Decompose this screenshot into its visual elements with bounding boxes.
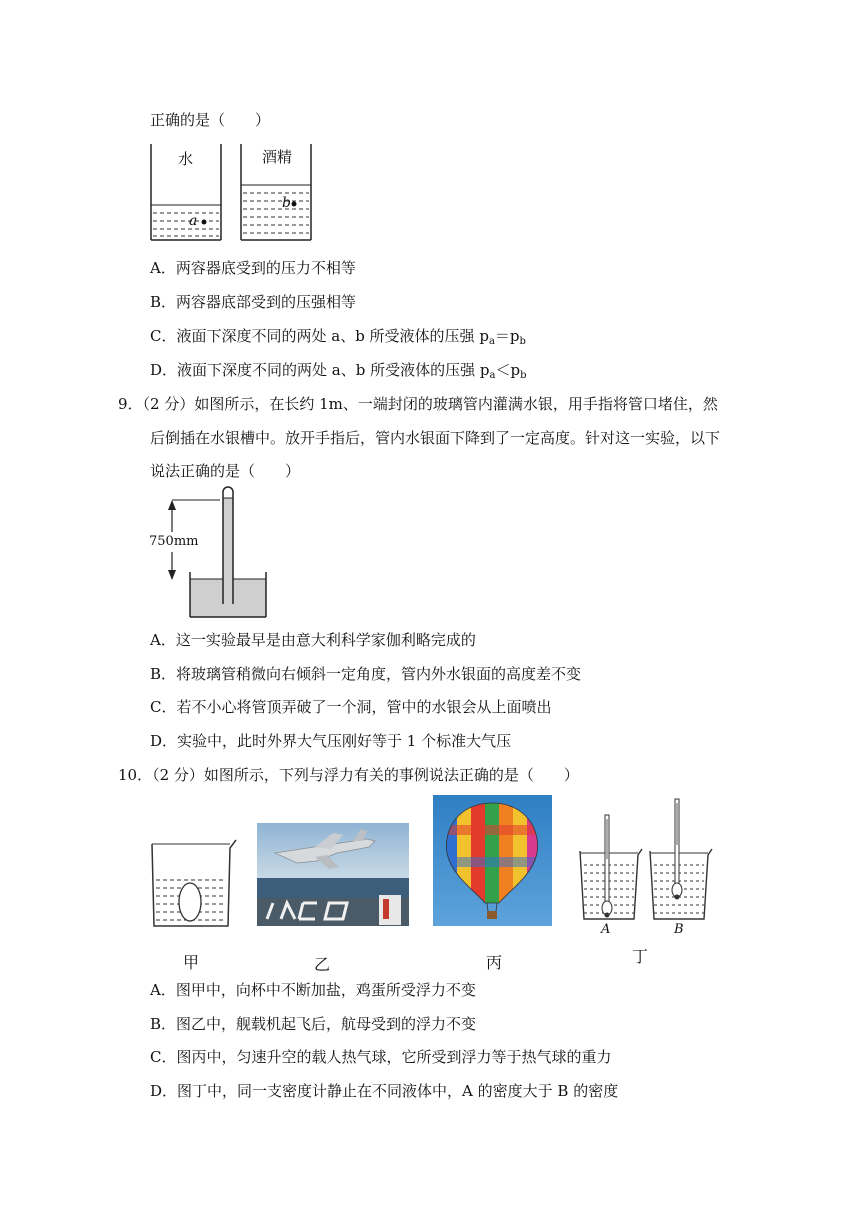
beaker-b-label: B [674,922,684,937]
q9-stem-line3: 说法正确的是（ ） [150,462,301,480]
figure-ding-hydrometers [578,795,720,925]
q9-option-b: B．将玻璃管稍微向右倾斜一定角度，管内外水银面的高度差不变 [150,665,582,683]
figure-yi-carrier-jet [257,823,409,926]
q8-option-a: A．两容器底受到的压力不相等 [150,259,356,277]
torricelli-figure [160,484,280,624]
figure-jia-beaker-egg [148,838,240,930]
q8-option-d: D．液面下深度不同的两处 a、b 所受液体的压强 $p_a<p_b$ [150,361,527,381]
q9-option-a: A．这一实验最早是由意大利科学家伽利略完成的 [150,631,476,649]
q8-option-c: C．液面下深度不同的两处 a、b 所受液体的压强 $p_a=p_b$ [150,327,526,347]
fig-label-yi: 乙 [314,955,331,974]
fig-label-bing: 丙 [486,953,503,972]
q9-stem-line2: 后倒插在水银槽中。放开手指后，管内水银面下降到了一定高度。针对这一实验，以下 [150,429,721,447]
q9-stem-line1: 9．（2 分）如图所示，在长约 1m、一端封闭的玻璃管内灌满水银，用手指将管口堵住，然 [118,395,718,413]
alcohol-label: 酒精 [262,148,293,166]
height-label: 750mm [149,534,199,549]
q10-option-d: D．图丁中，同一支密度计静止在不同液体中，A 的密度大于 B 的密度 [150,1082,619,1100]
q10-option-b: B．图乙中，舰载机起飞后，航母受到的浮力不变 [150,1015,477,1033]
q8-stem-end: 正确的是（ ） [150,111,271,129]
point-a-label: a [189,213,198,229]
fig-label-ding: 丁 [632,947,649,966]
q10-option-a: A．图甲中，向杯中不断加盐，鸡蛋所受浮力不变 [150,981,476,999]
q9-option-c: C．若不小心将管顶弄破了一个洞，管中的水银会从上面喷出 [150,698,552,716]
fig-label-jia: 甲 [183,953,200,972]
water-label: 水 [178,150,194,168]
q10-option-c: C．图丙中，匀速升空的载人热气球，它所受到浮力等于热气球的重力 [150,1048,612,1066]
q10-stem: 10．（2 分）如图所示，下列与浮力有关的事例说法正确的是（ ） [118,766,579,784]
point-b-label: b [282,195,291,211]
q9-option-d: D．实验中，此时外界大气压刚好等于 1 个标准大气压 [150,732,512,750]
q8-containers-figure [145,140,325,250]
beaker-a-label: A [601,922,611,937]
figure-bing-hot-air-balloon [433,795,552,926]
q8-option-b: B．两容器底部受到的压强相等 [150,293,357,311]
